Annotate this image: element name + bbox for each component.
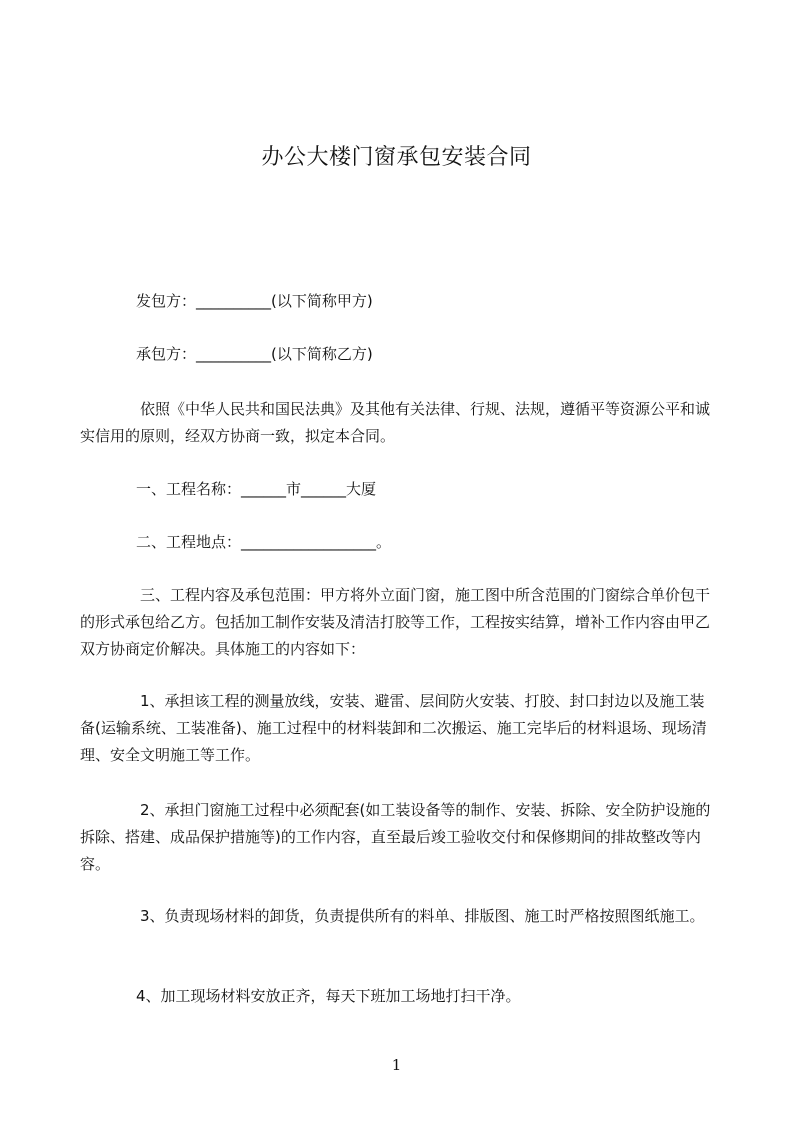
preamble-paragraph: 依照《中华人民共和国民法典》及其他有关法律、行规、法规，遵循平等资源公平和诚实信用的原则，经双方协商一致，拟定本合同。 [80,400,711,445]
clause-project-name: 一、工程名称：______市______大厦 [136,480,377,498]
clause-scope: 三、工程内容及承包范围：甲方将外立面门窗，施工图中所含范围的门窗综合单价包干的形式承包给乙方。包括加工制作安装及清洁打胶等工作，工程按实结算，增补工作内容由甲乙双方协商定价解决。具体施工的内容如下： [80,586,711,658]
scope-item-4: 4、加工现场材料安放正齐，每天下班加工场地打扫干净。 [136,987,521,1005]
clause-project-location: 二、工程地点：__________________。 [136,533,392,551]
scope-item-2: 2、承担门窗施工过程中必须配套(如工装设备等的制作、安装、拆除、安全防护设施的拆除、搭建、成品保护措施等)的工作内容，直至最后竣工验收交付和保修期间的排故整改等内容。 [80,801,711,873]
contract-title: 办公大楼门窗承包安装合同 [261,145,532,170]
scope-item-3: 3、负责现场材料的卸货，负责提供所有的料单、排版图、施工时严格按照图纸施工。 [140,907,705,925]
party-a-line: 发包方：__________(以下简称甲方) [136,292,373,310]
page-number: 1 [391,1056,402,1074]
party-b-line: 承包方：__________(以下简称乙方) [136,345,373,363]
scope-item-1: 1、承担该工程的测量放线，安装、避雷、层间防火安装、打胶、封口封边以及施工装备(运输系统、工装准备)、施工过程中的材料装卸和二次搬运、施工完毕后的材料退场、现场清理、安全文明施工等工作。 [80,692,707,764]
